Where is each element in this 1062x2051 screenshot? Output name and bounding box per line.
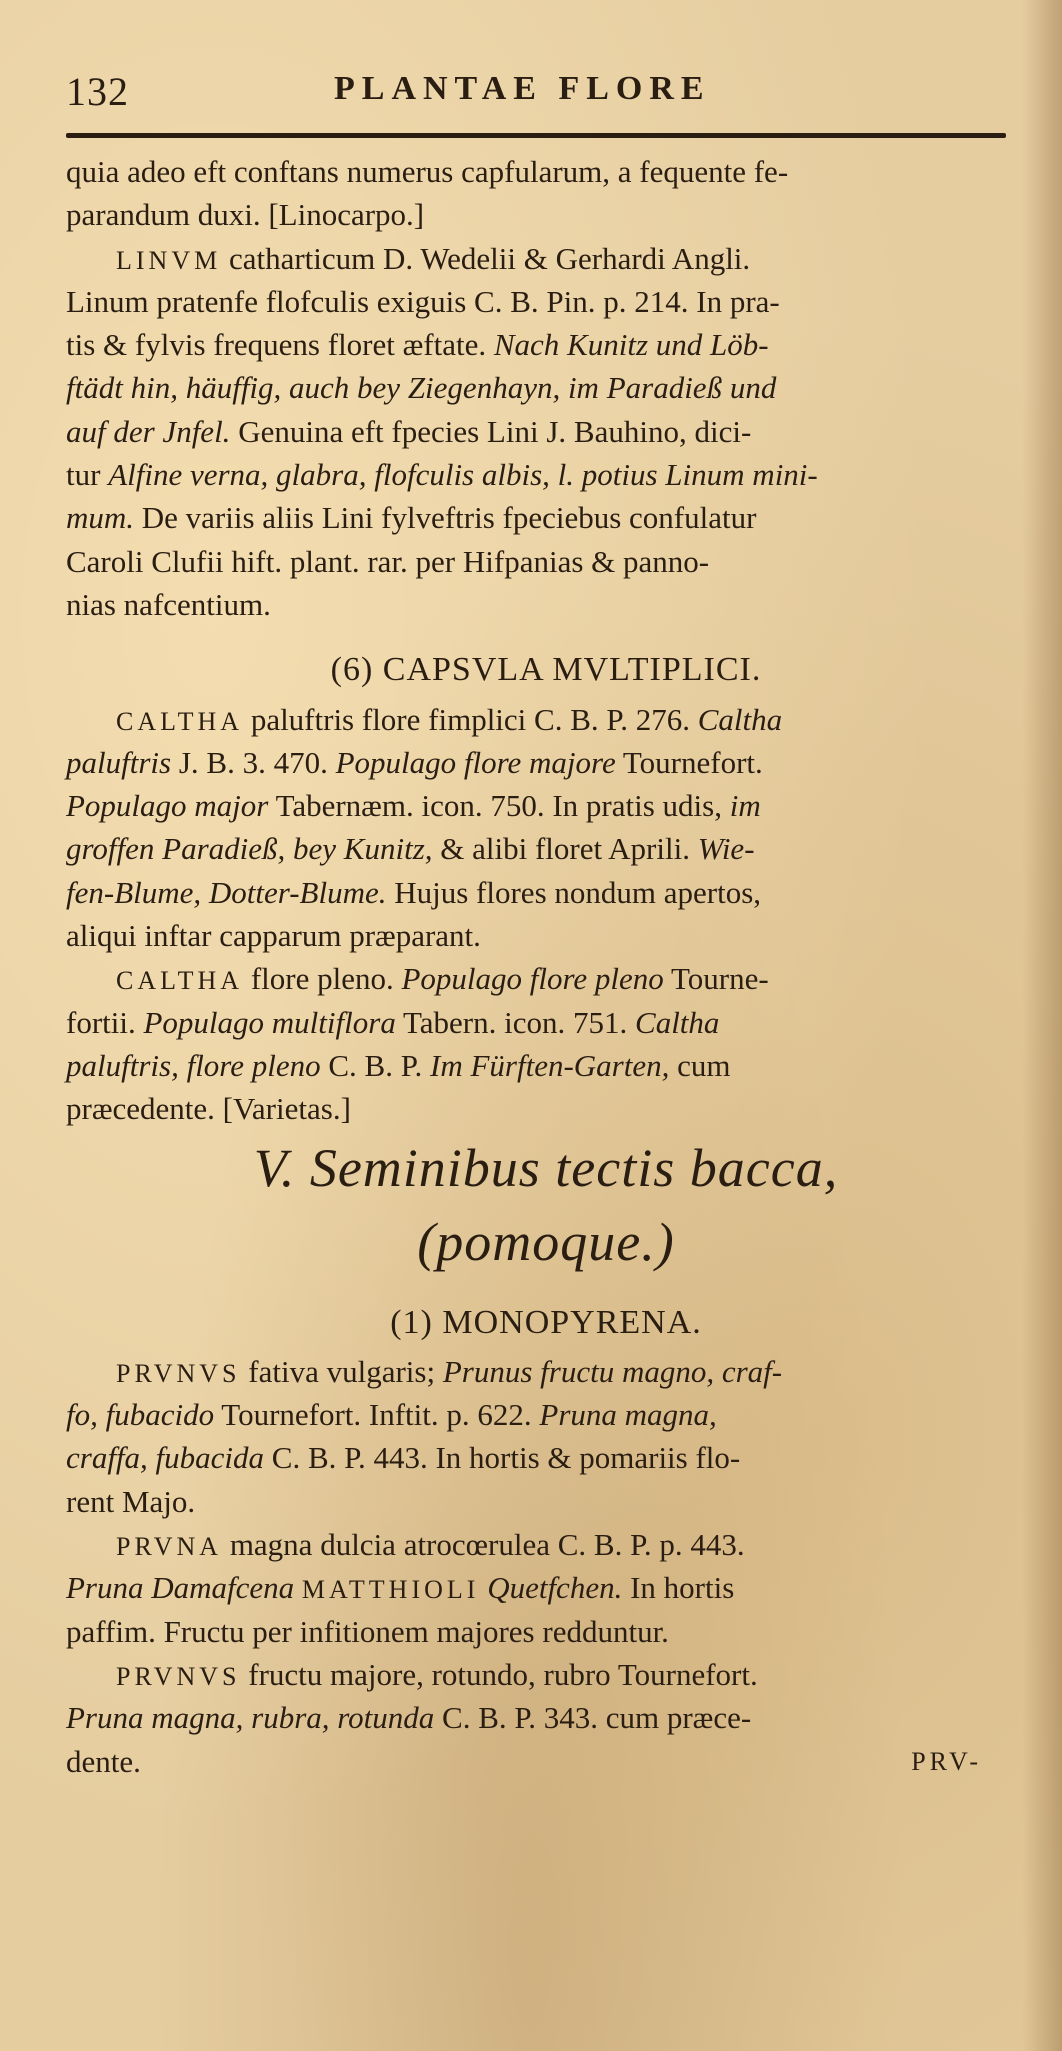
page-number: 132 [66,69,129,114]
text-line [66,583,1026,626]
text-run: (1) MONOPYRENA. [390,1303,702,1341]
small-caps-name: CALTHA [116,706,244,736]
italic-text: Alfine verna, glabra, flofculis albis, l. potius Linum mini- [108,457,818,493]
italic-text: Caltha [697,701,783,737]
page-gutter-shadow [1022,0,1062,2051]
small-caps-name: CALTHA [116,966,244,996]
text-run: paluftris flore fimplici C. B. P. 276. [243,701,698,737]
text-run: (6) CAPSVLA MVLTIPLICI. [330,651,762,689]
text-line [66,410,1026,453]
text-line [66,1696,1026,1739]
italic-text: Im Fürften-Garten, [430,1047,670,1083]
italic-text: paluftris [66,744,172,780]
italic-text: Caltha [635,1004,720,1040]
text-run: Tabernæm. icon. 750. In pratis udis, [268,788,730,824]
text-run: C. B. P. [320,1047,431,1083]
italic-text: Nach Kunitz und Löb- [493,327,769,363]
text-run: magna dulcia atrocœrulea C. B. P. p. 443. [222,1527,745,1563]
running-title: PLANTAE FLORE [334,70,711,107]
text-line [66,957,1026,1000]
text-run [294,1570,302,1605]
text-run: catharticum D. Wedelii & Gerhardi Angli. [221,240,751,276]
text-line [66,280,1026,323]
small-caps-name: PRVNVS [116,1661,241,1691]
text-run: paffim. Fructu per infitionem majores redduntur. [66,1613,669,1649]
text-run: nias nafcentium. [66,586,271,622]
text-line [66,1436,1026,1479]
text-run: Linum pratenfe flofculis exiguis C. B. Pin. p. 214. In pra- [66,283,780,319]
text-line [66,784,1026,827]
text-line [66,496,1026,539]
italic-text: Populago flore majore [335,744,616,780]
text-run: De variis aliis Lini fylveftris fpeciebus confulatur [134,500,757,536]
text-run: Genuina eft fpecies Lini J. Bauhino, dici- [230,413,752,449]
header-rule [66,133,1006,138]
text-line [66,1740,1026,1783]
chapter-heading [66,1205,1026,1279]
italic-text: im [729,788,761,824]
text-line [66,1653,1026,1696]
text-line [66,193,1026,236]
text-line [66,827,1026,870]
small-caps-name: LINVM [116,245,222,275]
text-line [66,453,1026,496]
text-run: Tournefort. Inftit. p. 622. [214,1397,540,1433]
italic-text: groffen Paradieß, bey Kunitz, [66,831,433,867]
text-run: Tabern. icon. 751. [395,1004,636,1040]
italic-text: Populago flore pleno [401,961,664,997]
text-run: fativa vulgaris; [240,1353,443,1389]
text-line [66,698,1026,741]
text-line [66,237,1026,280]
text-run: fructu majore, rotundo, rubro Tournefort. [240,1656,758,1692]
italic-text: craffa, fubacida [66,1440,265,1476]
text-run: J. B. 3. 470. [171,744,336,780]
text-run: parandum duxi. [Linocarpo.] [66,197,425,233]
text-line [66,914,1026,957]
text-run: Hujus flores nondum apertos, [386,874,762,910]
text-run: tur [66,457,109,493]
text-line [66,1393,1026,1436]
italic-text: Wie- [697,831,755,867]
text-line [66,871,1026,914]
text-line [66,150,1026,193]
italic-text: paluftris, flore pleno [66,1047,321,1083]
italic-text: auf der Jnfel. [66,413,231,449]
text-run: Caroli Clufii hift. plant. rar. per Hifpanias & panno- [66,543,710,579]
text-line [66,1480,1026,1523]
text-line [66,1087,1026,1130]
text-run: Tournefort. [615,744,763,780]
page-header [66,60,1006,120]
text-line [66,1610,1026,1653]
text-run: tis & fylvis frequens floret æftate. [66,327,494,363]
italic-text: Prunus fructu magno, craf- [442,1353,783,1389]
italic-text: fo, fubacido [66,1397,215,1433]
page-body [66,150,1026,1783]
text-line [66,1566,1026,1609]
italic-text: ftädt hin, häuffig, auch bey Ziegenhayn, im Paradieß und [66,370,777,406]
text-run: Tourne- [663,961,769,997]
text-line [66,741,1026,784]
italic-text: mum. [66,500,135,536]
text-run: flore pleno. [243,961,402,997]
section-heading [66,648,1026,691]
text-run: rent Majo. [66,1483,196,1519]
text-run: & alibi floret Aprili. [432,831,698,867]
text-line [66,1044,1026,1087]
chapter-heading [66,1131,1026,1205]
italic-text: fen-Blume, Dotter-Blume. [66,874,387,910]
catchword: PRV- [911,1746,982,1776]
italic-text: Populago multiflora [143,1004,396,1040]
text-run: V. Seminibus tectis bacca, [253,1137,839,1198]
text-run: præcedente. [Varietas.] [66,1091,351,1127]
text-run: In hortis [622,1570,735,1606]
italic-text: Pruna magna, [539,1397,717,1433]
text-run: aliqui inftar capparum præparant. [66,918,481,954]
text-run: dente. [66,1743,141,1779]
italic-text: Pruna magna, rubra, rotunda [66,1700,435,1736]
italic-text: Populago major [66,788,269,824]
text-line [66,1350,1026,1393]
section-heading [66,1301,1026,1344]
small-caps-name: MATTHIOLI [301,1575,480,1605]
text-line [66,1001,1026,1044]
small-caps-name: PRVNVS [116,1358,241,1388]
italic-text: Quetfchen. [487,1570,623,1606]
text-run: C. B. P. 443. In hortis & pomariis flo- [264,1440,741,1476]
text-run: C. B. P. 343. cum præce- [434,1700,752,1736]
text-line [66,1523,1026,1566]
text-run: (pomoque.) [417,1211,675,1272]
text-run: quia adeo eft conftans numerus capfularum, a fequente fe- [66,154,789,189]
italic-text: Pruna Damafcena [66,1570,295,1606]
text-line [66,540,1026,583]
small-caps-name: PRVNA [116,1532,223,1562]
text-line [66,323,1026,366]
text-run: fortii. [66,1004,144,1040]
text-run: cum [669,1047,731,1083]
text-line [66,366,1026,409]
